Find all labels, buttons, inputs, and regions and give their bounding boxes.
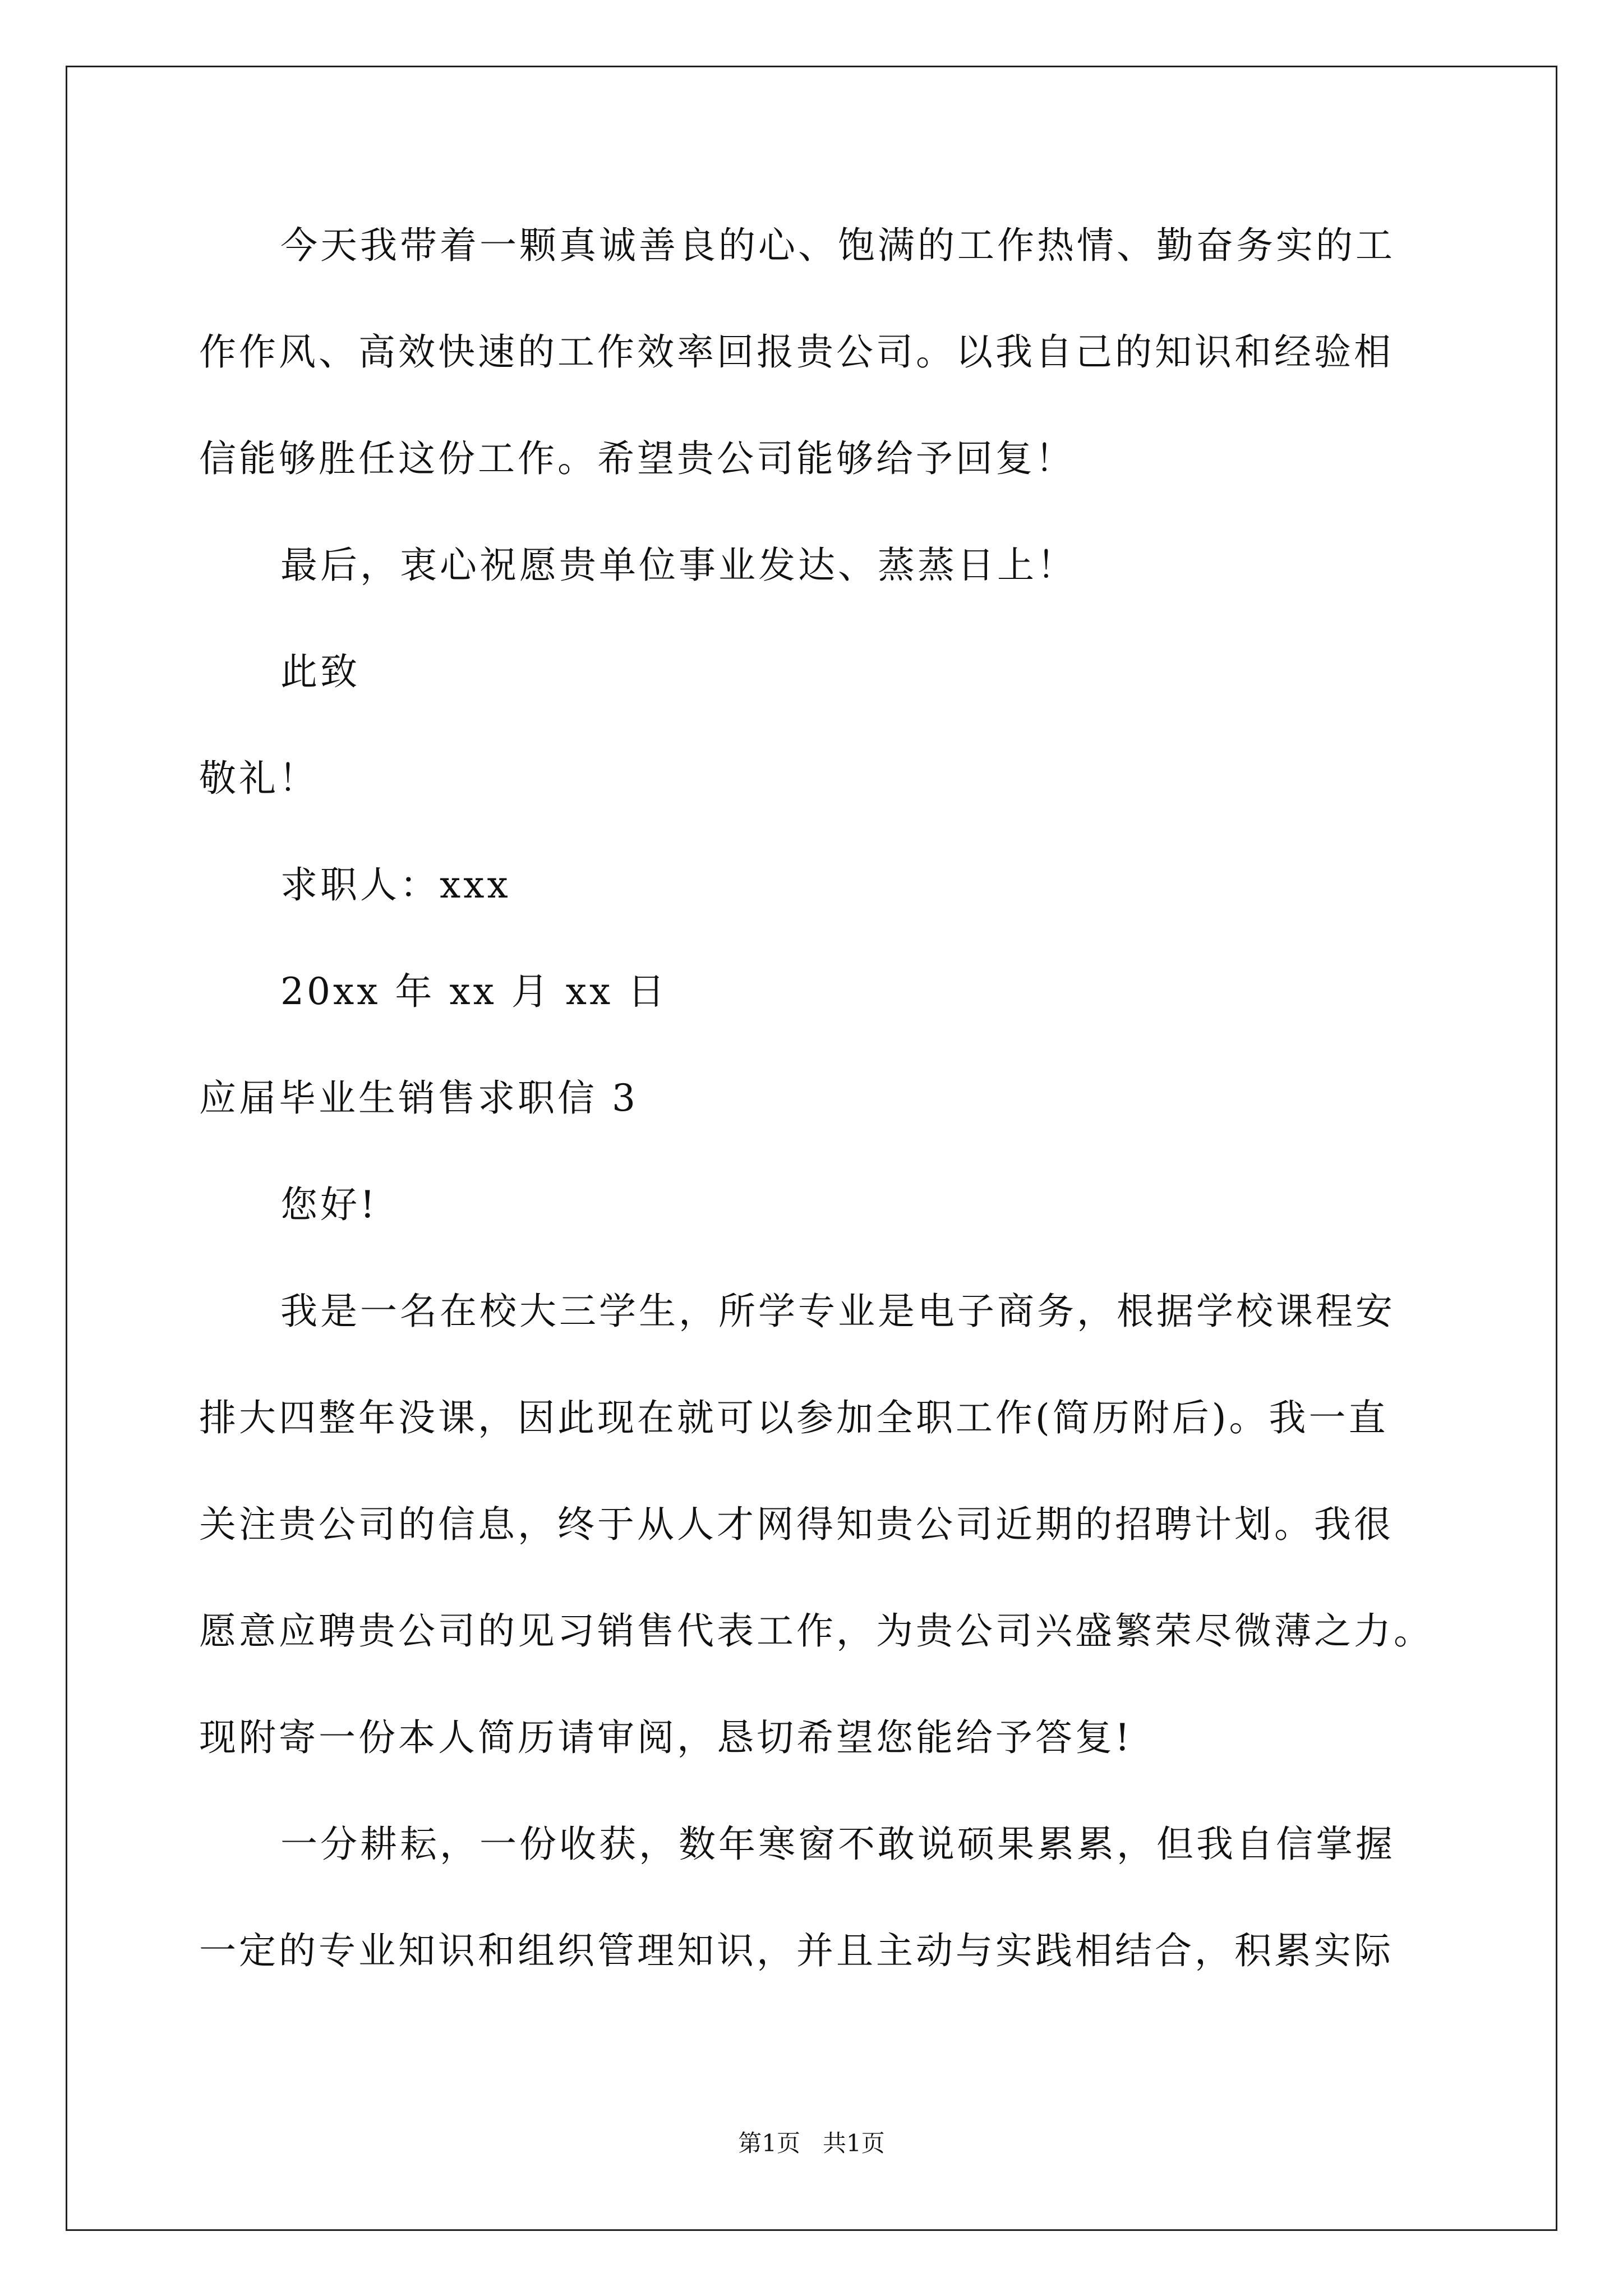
paragraph-line: 关注贵公司的信息，终于从人才网得知贵公司近期的招聘计划。我很: [199, 1503, 1394, 1546]
signature-date: 20xx 年 xx 月 xx 日: [280, 970, 668, 1013]
paragraph-line: 一定的专业知识和组织管理知识，并且主动与实践相结合，积累实际: [199, 1929, 1394, 1972]
page-footer: 第1页 共1页: [738, 2129, 885, 2157]
paragraph-line: 信能够胜任这份工作。希望贵公司能够给予回复！: [199, 437, 1075, 480]
paragraph-line: 现附寄一份本人简历请审阅，恳切希望您能给予答复!: [199, 1716, 1133, 1759]
closing-regards: 敬礼！: [199, 757, 319, 800]
greeting: 您好!: [280, 1183, 378, 1226]
paragraph-line: 愿意应聘贵公司的见习销售代表工作，为贵公司兴盛繁荣尽微薄之力。: [199, 1609, 1433, 1653]
paragraph-line: 作作风、高效快速的工作效率回报贵公司。以我自己的知识和经验相: [199, 330, 1394, 374]
paragraph-line: 最后，衷心祝愿贵单位事业发达、蒸蒸日上！: [280, 544, 1077, 587]
closing-salutation: 此致: [280, 650, 360, 693]
paragraph-line: 排大四整年没课，因此现在就可以参加全职工作(简历附后)。我一直: [199, 1396, 1389, 1439]
paragraph-line: 今天我带着一颗真诚善良的心、饱满的工作热情、勤奋务实的工: [280, 224, 1395, 267]
paragraph-line: 一分耕耘，一份收获，数年寒窗不敢说硕果累累，但我自信掌握: [280, 1823, 1395, 1866]
section-title: 应届毕业生销售求职信 3: [199, 1076, 638, 1120]
page-border: [66, 66, 1557, 2231]
paragraph-line: 我是一名在校大三学生，所学专业是电子商务，根据学校课程安: [280, 1290, 1395, 1333]
signature-applicant: 求职人：xxx: [280, 863, 511, 907]
